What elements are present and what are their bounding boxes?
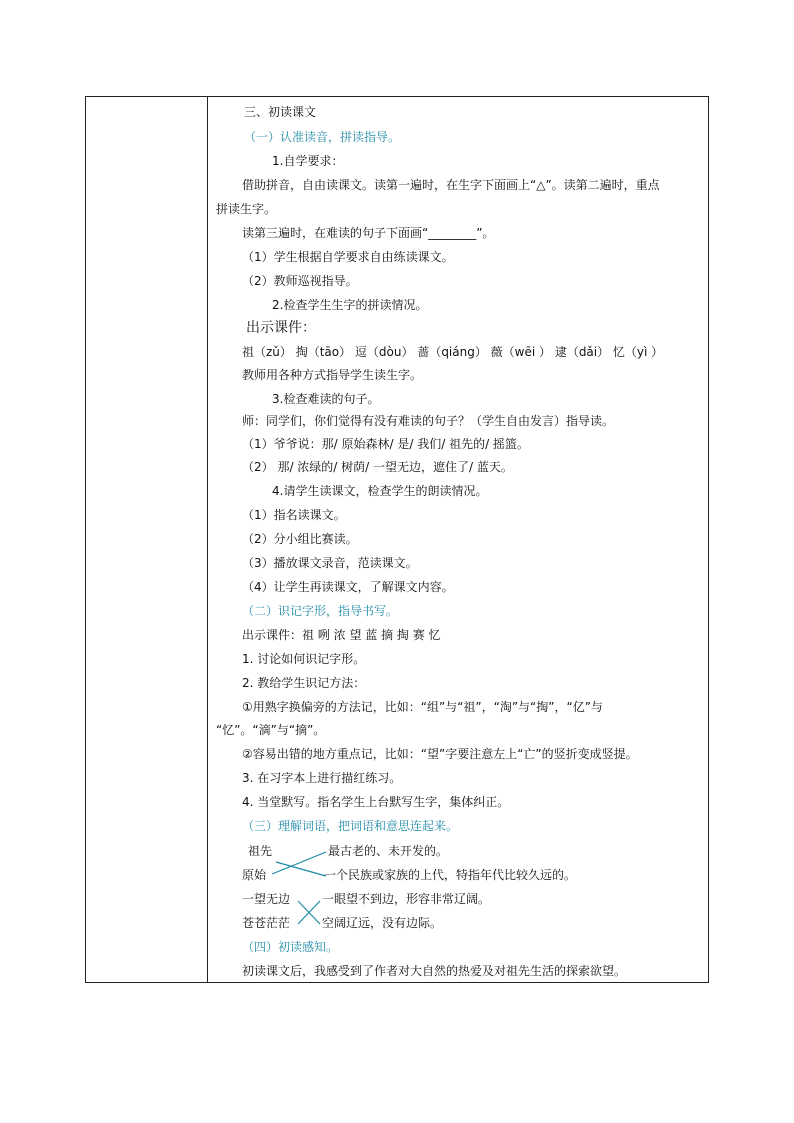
list-item: （1）指名读课文。 (242, 508, 346, 522)
part4-heading: （四）初读感知。 (242, 940, 339, 954)
teacher-guide: 教师用各种方式指导学生读生字。 (242, 368, 423, 382)
step-3: 3.检查难读的句子。 (272, 392, 380, 406)
tip-1-line-1: ①用熟字换偏旁的方法记，比如：“组”与“祖”，“淘”与“掏”，“亿”与 (242, 700, 603, 714)
requirement-line-2: 拼读生字。 (216, 202, 277, 216)
requirement-line-1: 借助拼音，自由读课文。读第一遍时，在生字下面画上“△”。读第二遍时，重点 (242, 178, 660, 192)
tip-2: ②容易出错的地方重点记，比如：“望”字要注意左上“亡”的竖折变成竖提。 (242, 747, 638, 761)
meaning-3: 一眼望不到边，形容非常辽阔。 (322, 892, 491, 906)
tip-1-line-2: “忆”。“滴”与“摘”。 (216, 723, 326, 737)
show-courseware: 出示课件： (246, 320, 316, 336)
list-item: （3）播放课文录音，范读课文。 (242, 556, 418, 570)
method-1: 1. 讨论如何识记字形。 (242, 652, 366, 666)
meaning-1: 最古老的、未开发的。 (328, 844, 449, 858)
method-3: 3. 在习字本上进行描红练习。 (242, 771, 402, 785)
requirement-line-3: 读第三遍时，在难读的句子下面画“________”。 (242, 226, 495, 240)
column-divider (207, 96, 208, 983)
section-title: 三、初读课文 (244, 105, 317, 119)
teacher-question: 师：同学们，你们觉得有没有难读的句子？（学生自由发言）指导读。 (242, 414, 615, 428)
step-2: 2.检查学生生字的拼读情况。 (272, 298, 428, 312)
sentence-1: （1）爷爷说：那/ 原始森林/ 是/ 我们/ 祖先的/ 摇篮。 (242, 437, 529, 451)
sentence-2: （2） 那/ 浓绿的/ 树荫/ 一望无边，遮住了/ 蓝天。 (242, 460, 513, 474)
list-item: （1）学生根据自学要求自由练读课文。 (242, 250, 454, 264)
part1-heading: （一）认准读音，拼读指导。 (244, 130, 401, 144)
part4-text: 初读课文后，我感受到了作者对大自然的热爱及对祖先生活的探索欲望。 (242, 964, 627, 978)
step-1: 1.自学要求： (272, 154, 344, 168)
list-item: （2）教师巡视指导。 (242, 274, 358, 288)
word-yuanshi: 原始 (242, 868, 267, 882)
meaning-2: 一个民族或家族的上代，特指年代比较久远的。 (324, 868, 577, 882)
word-yiwangwubian: 一望无边 (242, 892, 291, 906)
part2-heading: （二）识记字形，指导书写。 (242, 604, 399, 618)
step-4: 4.请学生读课文，检查学生的朗读情况。 (272, 484, 488, 498)
part3-heading: （三）理解词语，把词语和意思连起来。 (242, 819, 459, 833)
list-item: （2）分小组比赛读。 (242, 532, 358, 546)
word-cangcangmangmang: 苍苍茫茫 (242, 916, 291, 930)
pinyin-line: 祖（zǔ） 掏（tāo） 逗（dòu） 蔷（qiáng） 薇（wēi ） 逮（dǎi） 忆（yì ） (242, 345, 664, 359)
word-zuxian: 祖先 (248, 844, 273, 858)
list-item: （4）让学生再读课文，了解课文内容。 (242, 580, 454, 594)
method-2: 2. 教给学生识记方法： (242, 676, 366, 690)
method-4: 4. 当堂默写。指名学生上台默写生字，集体纠正。 (242, 795, 510, 809)
meaning-4: 空阔辽远，没有边际。 (322, 916, 443, 930)
show-courseware-chars: 出示课件：祖 咧 浓 望 蓝 摘 掏 赛 忆 (242, 628, 441, 642)
matching-lines (214, 96, 704, 983)
